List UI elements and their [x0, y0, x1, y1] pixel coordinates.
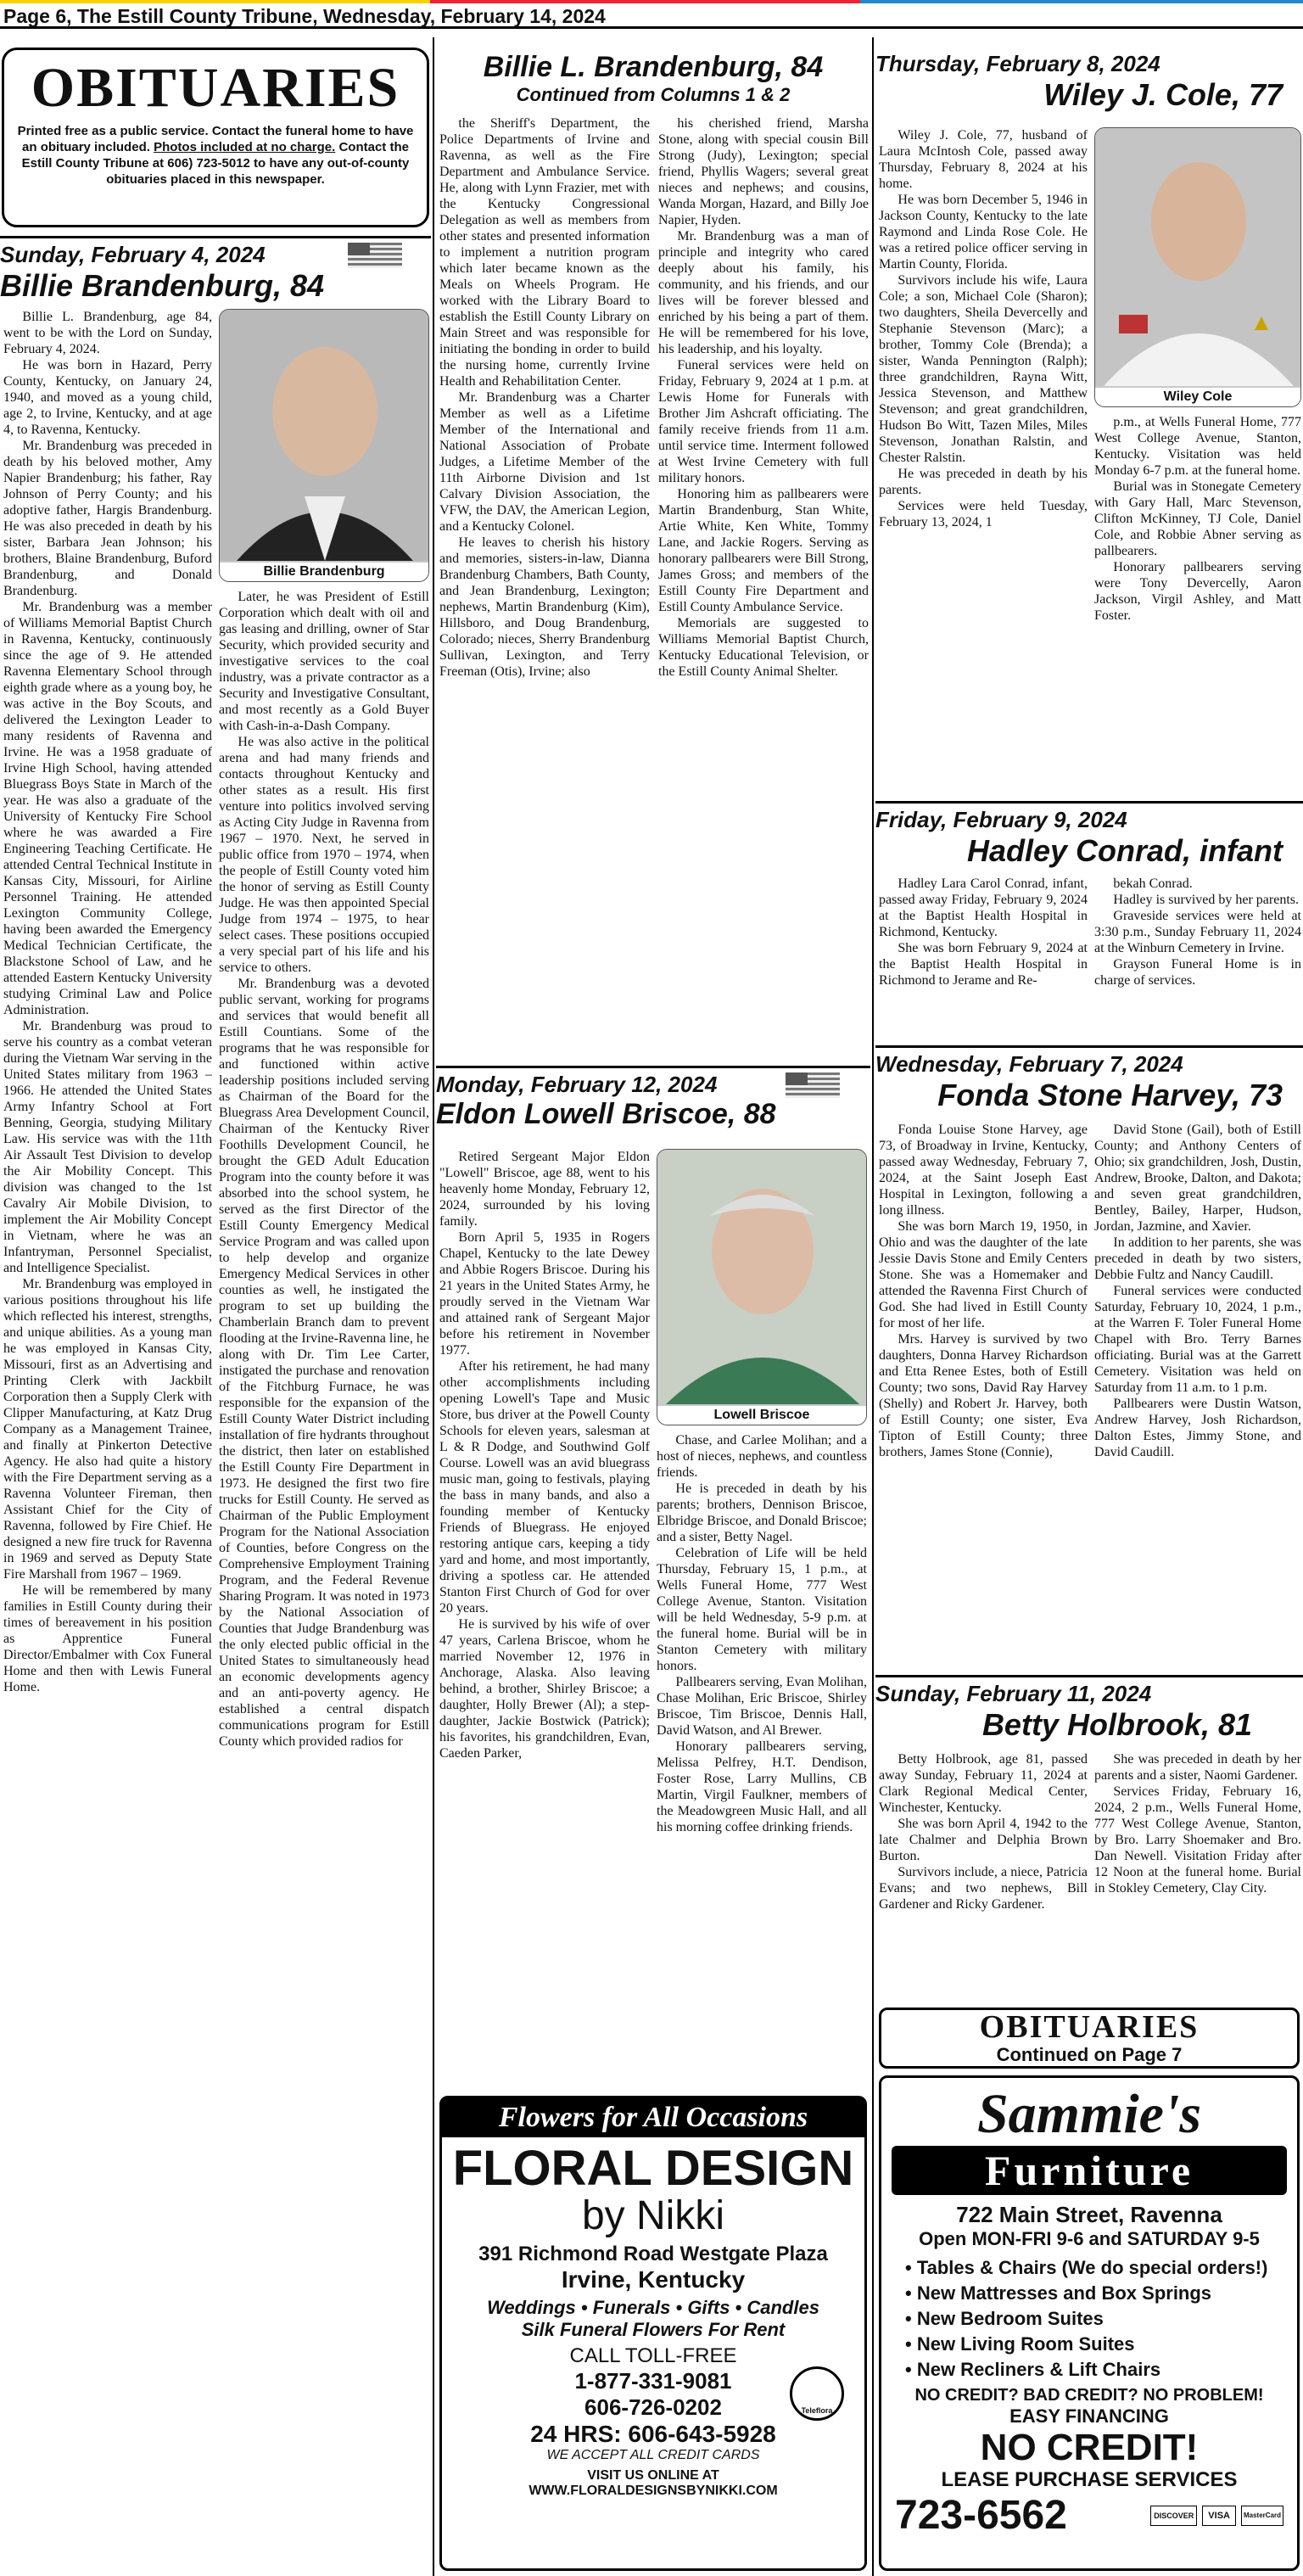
- photo-lowell-briscoe: [657, 1149, 867, 1425]
- ad-floral-design: [439, 2096, 867, 2571]
- teleflora-label: Teleflora: [801, 2406, 833, 2415]
- list-item: • New Living Room Suites: [905, 2333, 1135, 2355]
- portrait-icon: [220, 310, 429, 561]
- ad-address: 722 Main Street, Ravenna: [956, 2202, 1222, 2227]
- page-header-title: Page 6, The Estill County Tribune, Wednesday, February 14, 2024: [3, 5, 606, 27]
- paragraph: Memorials are suggested to Williams Memorial Baptist Church, Kentucky Educational Television, or the Estill County Animal Shelter.: [658, 616, 869, 679]
- paragraph: Later, he was President of Estill Corporation which dealt with oil and gas leasing and drilling, owner of Star Security, which provided security and investigative services to the coal industry, was a private contractor as a Security and Investigative Consultant, and most recently as a Gold Buyer with Cash-in-a-Dash Company.: [219, 590, 429, 733]
- ad-financing: EASY FINANCING: [1009, 2405, 1169, 2427]
- paragraph: Fonda Louise Stone Harvey, age 73, of Broadway in Irvine, Kentucky, passed away Wednesday, February 7, 2024, at the Saint Joseph East Hospital in Lexington, following a long illness.: [879, 1123, 1088, 1218]
- ad-lease: LEASE PURCHASE SERVICES: [941, 2468, 1238, 2491]
- discover-card-icon: DISCOVER: [1150, 2506, 1197, 2526]
- portrait-icon: [657, 1150, 867, 1404]
- obit-body-col1: [879, 1751, 1088, 1997]
- paragraph: Services Friday, February 16, 2024, 2 p.m., Wells Funeral Home, 777 West College Avenue, Stanton, by Bro. Larry Shoemaker and Bro. Dan Newell. Visitation Friday after 12 Noon at the funeral home. Burial in Stokley Cemetery, Clay City.: [1094, 1784, 1301, 1896]
- masthead-info: [16, 123, 415, 188]
- obit-body-col2: [1094, 876, 1301, 1045]
- paragraph: In addition to her parents, she was preceded in death by two sisters, Debbie Fultz and Nancy Caudill.: [1094, 1235, 1301, 1282]
- obit-body-col1: [439, 1149, 650, 2082]
- ad-hours: Open MON-FRI 9-6 and SATURDAY 9-5: [919, 2228, 1260, 2249]
- photo-billie-brandenburg: [219, 309, 429, 582]
- paragraph: bekah Conrad.: [1113, 876, 1193, 891]
- paragraph: Betty Holbrook, age 81, passed away Sunday, February 11, 2024 at Clark Regional Medical Center, Winchester, Kentucky.: [879, 1752, 1088, 1815]
- obit-body-col1: [879, 1122, 1088, 1673]
- photo-caption: Lowell Briscoe: [657, 1406, 866, 1425]
- list-item: • New Bedroom Suites: [905, 2308, 1104, 2329]
- paragraph: He was preceded in death by his parents.: [879, 467, 1088, 497]
- ad-brand-band: Furniture: [892, 2146, 1287, 2195]
- ad-brand: FLORAL DESIGN: [452, 2141, 854, 2196]
- paragraph: Honorary pallbearers serving were Tony Devercelly, Aaron Jackson, Virgil Ashley, and Matt Foster.: [1094, 560, 1301, 623]
- ad-sammies-furniture: [879, 2075, 1300, 2571]
- continued-title: Billie L. Brandenburg, 84: [483, 51, 824, 83]
- paragraph: He is preceded in death by his parents; brothers, Dennison Briscoe, Elbridge Briscoe, and Donald Briscoe; and a sister, Betty Nagel.: [657, 1481, 867, 1544]
- ad-phone: 723-6562: [895, 2493, 1067, 2538]
- ad-band: Flowers for All Occasions: [442, 2098, 864, 2137]
- paragraph: He was born in Hazard, Perry County, Kentucky, on January 24, 1940, and moved as a young child, age 2, to Irvine, Kentucky, and at age 4, to Ravenna, Kentucky.: [3, 358, 212, 437]
- obit-body-col2: [657, 1432, 867, 2086]
- ad-url: WWW.FLORALDESIGNSBYNIKKI.COM: [528, 2484, 778, 2498]
- obit-name: Betty Holbrook, 81: [981, 1707, 1252, 1742]
- paragraph: He will be remembered by many families in Estill County during their times of bereavement in his position as Apprentice Funeral Director/Embalmer with Cox Funeral Home and then with Lewis Funeral Home.: [3, 1583, 212, 1694]
- paragraph: Mr. Brandenburg was a Charter Member as well as a Lifetime Member of the International and National Association of Probate Judges, a Lifetime Member of the 11th Airborne Division and 1st Calvary Division Association, the VFW, the DAV, the American Legion, and a Kentucky Colonel.: [439, 390, 650, 534]
- paragraph: Pallbearers were Dustin Watson, Andrew Harvey, Josh Richardson, Dalton Estes, Jimmy Stone, and David Caudill.: [1094, 1397, 1301, 1459]
- paragraph: Pallbearers serving, Evan Molihan, Chase Molihan, Eric Briscoe, Shirley Briscoe, Tim Briscoe, Dennis Hall, David Watson, and Al Brewer.: [657, 1675, 867, 1738]
- ad-visit: VISIT US ONLINE AT: [587, 2468, 719, 2483]
- ad-call: CALL TOLL-FREE: [569, 2344, 737, 2367]
- paragraph: Graveside services were held at 3:30 p.m., Sunday February 11, 2024 at the Winburn Cemetery in Irvine.: [1094, 909, 1301, 955]
- paragraph: Survivors include, a niece, Patricia Evans; and two nephews, Bill Gardener and Ricky Gardener.: [879, 1865, 1088, 1912]
- obit-date: Sunday, February 11, 2024: [875, 1675, 1303, 1707]
- continued-box-title: OBITUARIES: [979, 2009, 1200, 2045]
- obit-name: Hadley Conrad, infant: [966, 833, 1283, 868]
- paragraph: Billie L. Brandenburg, age 84, went to be with the Lord on Sunday, February 4, 2024.: [3, 310, 212, 356]
- paragraph: Celebration of Life will be held Thursday, February 15, 1 p.m., at Wells Funeral Home, 777 West College Avenue, Stanton. Visitation will be held Wednesday, 5-9 p.m. at the funeral home. Burial will be in Stanton Cemetery with military honors.: [657, 1546, 867, 1673]
- paragraph: She was born February 9, 2024 at the Baptist Health Hospital in Richmond to Jerame and Re-: [879, 941, 1088, 988]
- paragraph: his cherished friend, Marsha Stone, along with special cousin Bill Strong (Judy), Lexington; special friend, Phyllis Wagers; several great nieces and nephews; and cousins, Wanda Morgan, Hazard, and Billy Joe Napier, Hyden.: [658, 116, 869, 227]
- continued-col2: [658, 115, 869, 1032]
- ad-city: Irvine, Kentucky: [561, 2266, 746, 2293]
- paragraph: After his retirement, he had many other accomplishments including opening Lowell's Tape and Music Store, bus driver at the Powell County Schools for eleven years, salesman at L & R Dodge, and Southwind Golf Course. Lowell was an avid bluegrass music man, going to festivals, playing the bass in many bands, and also a founding member of Kentucky Friends of Bluegrass. He enjoyed restoring antique cars, keeping a tidy yard and home, and most importantly, driving a spotless car. He attended Stanton First Church of God for over 20 years.: [439, 1359, 650, 1616]
- paragraph: Wiley J. Cole, 77, husband of Laura McIntosh Cole, passed away Thursday, February 8, 2024 at his home.: [879, 128, 1088, 191]
- paragraph: p.m., at Wells Funeral Home, 777 West College Avenue, Stanton, Kentucky. Visitation was held Monday 6-7 p.m. at the funeral home.: [1094, 415, 1301, 478]
- ad-brand: Sammie's: [976, 2083, 1202, 2145]
- paragraph: He leaves to cherish his history and memories, sisters-in-law, Dianna Brandenburg Chambers, Bath County, and Jean Brandenburg, Lexington; nephews, Martin Brandenburg (Kim), Hillsboro, and Doug Brandenburg, Colorado; nieces, Sherry Brandenburg Sullivan, Lexington, and Terry Freeman (Otis), Irvine; also: [439, 535, 650, 679]
- column-rule: [433, 37, 434, 2576]
- obit-body-col1: [3, 309, 212, 2218]
- continued-box-subtitle: Continued on Page 7: [996, 2044, 1183, 2065]
- masthead-photos-note: Photos included at no charge.: [154, 140, 336, 154]
- paragraph: Mr. Brandenburg was a devoted public servant, working for programs and services that would benefit all Estill Countians. Some of the programs that he was responsible for and functioned within active leadership positions included serving as Chairman of the Board for the Bluegrass Area Development Council, Chairman of the Kentucky River Foothills Development Council, he brought the GED Adult Education Program into the county before it was absorbed into the school system, he served as the first Director of the Estill County Emergency Medical Service Program and was called upon to help develop and organize Emergency Medical Services in other counties as well, he instigated the program to set up building the Chamberlain Branch dam to prevent flooding at the Irvine-Ravenna line, he along with Dr. Tim Lee Carter, instigated the purchase and renovation of the Fitchburg Furnace, he was responsible for the expansion of the Estill County Water District including installation of fire hydrants throughout the district, then later on established the Estill County Fire Department in 1973. He designed the first two fire trucks for Estill County. He served as Chairman of the Public Employment Program for the National Association of Counties, before Congress on the Comprehensive Employment Training Program, and the Federal Revenue Sharing Program. It was noted in 1973 by the National Association of Counties that Judge Brandenburg was the only elected public official in the United States to simultaneously head an economic developments agency and an anti-poverty agency. He established a central dispatch communications program for Estill County which provided radios for: [219, 977, 429, 1749]
- paragraph: Mr. Brandenburg was proud to serve his country as a combat veteran during the Vietnam War serving in the United States military from 1963 – 1966. He attended the United States Army Infantry School at Fort Benning, Georgia, studying Military Law. His service was with the 11th Air Assault Test Division to develop the Air Mobility Concept. This division was changed to the 1st Cavalry Air Mobile Division, to implement the Air Mobility Concept in Vietnam, where he was an Infantryman, Personnel Specialist, and Intelligence Specialist.: [3, 1019, 212, 1275]
- paragraph: He was also active in the political arena and had many friends and contacts throughout Kentucky and other states as a result. His first venture into politics involved serving as Acting City Judge in Ravenna from 1967 – 1970. Next, he served in public office from 1970 – 1974, when the people of Estill County voted him the honor of serving as Estill County Judge. He was then appointed Special Judge from 1974 – 1975, to hear select cases. These positions occupied a very special part of his life and his service to others.: [219, 735, 429, 975]
- paragraph: Honorary pallbearers serving, Melissa Pelfrey, H.T. Dendison, Foster Rose, Larry Mullins, CB Martin, Virgil Faulkner, members of the Meadowgreen Music Hall, and all his morning coffee drinking friends.: [657, 1739, 867, 1834]
- portrait-icon: [1095, 128, 1301, 386]
- ad-items: [881, 2255, 1297, 2383]
- page-header: [0, 0, 1303, 29]
- paragraph: the Sheriff's Department, the Police Departments of Irvine and Ravenna, as well as the Fire Department and Ambulance Service. He, along with Lynn Frazier, met with the Kentucky Congressional Delegation as well as members from other states and presented information to implement a nutrition program which later became known as the Meals on Wheels Program. He worked with the Library Board to establish the Estill County Library on Main Street and was responsible for initiating the bonding in order to build the nursing home, currently Irvine Health and Rehabilitation Center.: [439, 116, 650, 389]
- photo-wiley-cole: [1094, 127, 1301, 407]
- continued-on-page-7: [879, 2008, 1300, 2069]
- obit-name: Eldon Lowell Briscoe, 88: [436, 1098, 776, 1130]
- masthead-line1: Printed free as a public service. Contact the funeral home to have an obituary included.: [17, 124, 414, 154]
- paragraph: Hadley Lara Carol Conrad, infant, passed away Friday, February 9, 2024 at the Baptist Health Hospital in Richmond, Kentucky.: [879, 876, 1088, 939]
- ad-services: Weddings • Funerals • Gifts • Candles: [487, 2297, 819, 2318]
- ad-address: 391 Richmond Road Westgate Plaza: [478, 2243, 828, 2265]
- ad-brand-sub: by Nikki: [581, 2193, 725, 2238]
- column-rule: [872, 37, 874, 2576]
- paragraph: Honoring him as pallbearers were Martin Brandenburg, Stan White, Artie White, Ken White, Tommy Lane, and Jackie Rogers. Serving as honorary pallbearers were Bill Strong, James Gross; and members of the Estill County Fire Department and Estill County Ambulance Service.: [658, 487, 869, 614]
- ad-tollfree: 1-877-331-9081: [574, 2368, 732, 2394]
- paragraph: Mr. Brandenburg was preceded in death by his beloved mother, Amy Napier Brandenburg; his father, Ray Johnson of Perry County; and his adoptive father, Hargis Brandenburg. He was also preceded in death by his sister, Barbara Jean Johnson; his brothers, Blaine Brandenburg, Buford Brandenburg, and Donald Brandenburg.: [3, 439, 212, 598]
- paragraph: He is survived by his wife of over 47 years, Carlena Briscoe, whom he married November 12, 1976 in Anchorage, Alaska. Also leaving behind, a brother, Shirley Briscoe; a daughter, Holly Brewer (Al); a step-daughter, Jackie Bostwick (Patrick); his favorites, his grandchildren, Evan, Caeden Parker,: [439, 1617, 650, 1761]
- obit-body-col2: [1094, 1751, 1301, 1997]
- masthead-line2: Contact the Estill County Tribune at 606) 723-5012 to have any out-of-county obituaries placed in this newspaper.: [21, 140, 410, 187]
- paragraph: Mr. Brandenburg was a member of Williams Memorial Baptist Church in Ravenna, Kentucky, continuously since the age of 9. He attended Ravenna Elementary School through eighth grade where as a young boy, he was active in the Boy Scouts, and delivered the Lexington Leader to many residents of Ravenna and Irvine. He was a 1958 graduate of Irvine High School, having attended Bluegrass Boys State in March of the year. He was also a graduate of the University of Kentucky Fire School where he was awarded a Fire Engineering Teaching Certificate. He attended Central Technical Institute in Kansas City, Missouri, for Airline Personnel Training. He attended Lexington Community College, having been awarded the Emergency Medical Technician Certificate, the Blackstone School of Law, and he attended Eastern Kentucky University studying Criminal Law and Police Administration.: [3, 600, 212, 1017]
- paragraph: Burial was in Stonegate Cemetery with Gary Hall, Marc Stevenson, Clifton McKinney, TJ Cole, Daniel Cole, and Robbie Abner serving as pallbearers.: [1094, 479, 1301, 558]
- list-item: • New Recliners & Lift Chairs: [905, 2359, 1161, 2380]
- obit-date: Friday, February 9, 2024: [875, 801, 1303, 833]
- continued-subtitle: Continued from Columns 1 & 2: [516, 84, 791, 105]
- obituaries-masthead: [2, 48, 429, 227]
- paragraph: She was preceded in death by her parents and a sister, Naomi Gardener.: [1094, 1752, 1301, 1783]
- mastercard-icon: MasterCard: [1241, 2506, 1283, 2526]
- list-item: • New Mattresses and Box Springs: [905, 2282, 1212, 2304]
- continued-col1: [439, 115, 650, 1032]
- obit-body-col2: [219, 589, 429, 2566]
- ad-cards: WE ACCEPT ALL CREDIT CARDS: [546, 2448, 760, 2462]
- ad-phone: 606-726-0202: [584, 2394, 722, 2420]
- paragraph: She was born March 19, 1950, in Ohio and was the daughter of the late Jessie Davis Stone and Emily Centers Stone. She was a Homemaker and attended the Ravenna First Church of God. She had lived in Estill County for most of her life.: [879, 1219, 1088, 1330]
- paragraph: Funeral services were held on Friday, February 9, 2024 at 1 p.m. at Lewis Home for Funerals with Brother Jim Ashcraft officiating. The family receive friends from 11 a.m. until service time. Interment followed at West Irvine Cemetery with full military honors.: [658, 358, 869, 485]
- paragraph: Survivors include his wife, Laura Cole; a son, Michael Cole (Sharon); two daughters, Sheila Devercelly and Stephanie Stevenson (Marc); a brother, Tommy Cole (Brenda); a sister, Wanda Pennington (Ralph); three grandchildren, Rayna Witt, Jessica Stevenson, and Matthew Stevenson; and great grandchildren, Hudson Bo Witt, Tazen Miles, Miles Stevenson, Jonathan Ralstin, and Chester Ralstin.: [879, 273, 1088, 465]
- obit-date: Thursday, February 8, 2024: [875, 51, 1160, 76]
- paragraph: Born April 5, 1935 in Rogers Chapel, Kentucky to the late Dewey and Abbie Rogers Briscoe. During his 21 years in the United States Army, he proudly served in the Vietnam War and attained rank of Sergeant Major before his retirement in November 1977.: [439, 1230, 650, 1358]
- paragraph: Mr. Brandenburg was a man of principle and integrity who cared deeply about his family, his community, and his friends, and our lives will be forever blessed and enriched by his being a part of them. He will be remembered for his love, his leadership, and his loyalty.: [658, 229, 869, 356]
- us-flag-icon: [786, 1072, 840, 1098]
- obit-body-col2: [1094, 414, 1301, 796]
- color-stripe: [0, 0, 1303, 3]
- teleflora-badge-icon: [790, 2366, 844, 2421]
- paragraph: Retired Sergeant Major Eldon "Lowell" Briscoe, age 88, went to his heavenly home Monday, February 12, 2024, surrounded by his loving family.: [439, 1150, 650, 1229]
- paragraph: Mrs. Harvey is survived by two daughters, Donna Harvey Richardson and Etta Renee Estes, both of Estill County; two sons, David Ray Harvey (Shelly) and Robert Jr. Harvey, both of Estill County; one sister, Eva Tipton of Estill County; three brothers, James Stone (Connie),: [879, 1332, 1088, 1459]
- us-flag-icon: [348, 243, 402, 268]
- ad-silk: Silk Funeral Flowers For Rent: [521, 2319, 786, 2340]
- list-item: • Tables & Chairs (We do special orders!): [905, 2257, 1268, 2278]
- obit-date: Monday, February 12, 2024: [436, 1066, 870, 1098]
- paragraph: Grayson Funeral Home is in charge of services.: [1094, 957, 1301, 988]
- obit-body-col2: [1094, 1122, 1301, 1673]
- masthead-title: OBITUARIES: [31, 57, 400, 119]
- photo-caption: Wiley Cole: [1095, 388, 1300, 406]
- obit-name: Wiley J. Cole, 77: [1043, 77, 1283, 112]
- paragraph: Hadley is survived by her parents.: [1113, 893, 1299, 907]
- ad-no-credit: NO CREDIT!: [980, 2427, 1199, 2468]
- ad-credit: NO CREDIT? BAD CREDIT? NO PROBLEM!: [914, 2386, 1264, 2405]
- paragraph: Funeral services were conducted Saturday, February 10, 2024, 1 p.m., at the Warren F. Toler Funeral Home Chapel with Bro. Terry Barnes officiating. Burial was at the Garrett Cemetery. Visitation was held on Saturday from 11 a.m. to 1 p.m.: [1094, 1284, 1301, 1395]
- obit-name: Billie Brandenburg, 84: [0, 268, 325, 303]
- ad-24hr: 24 HRS: 606-643-5928: [530, 2421, 776, 2447]
- obit-date: Wednesday, February 7, 2024: [875, 1045, 1303, 1078]
- paragraph: Mr. Brandenburg was employed in various positions throughout his life which reflected his interest, strengths, and unique abilities. As a young man he was employed in Kansas City, Missouri, first as an Advertising and Printing Clerk with Jackbilt Corporation then a Supply Clerk with Clipper Manufacturing, at Katz Drug Company as a Management Trainee, and finally at Pinkerton Detective Agency. He also had quite a history with the Fire Department serving as a Ravenna Volunteer Fireman, then Assistant Chief for the City of Ravenna, followed by Fire Chief. He designed a new fire truck for Ravenna in 1969 and served as Deputy State Fire Marshall from 1967 – 1969.: [3, 1277, 212, 1582]
- obit-date: Sunday, February 4, 2024: [0, 236, 431, 268]
- paragraph: She was born April 4, 1942 to the late Chalmer and Delphia Brown Burton.: [879, 1817, 1088, 1863]
- visa-card-icon: VISA: [1202, 2506, 1236, 2526]
- paragraph: David Stone (Gail), both of Estill County; and Anthony Centers of Ohio; six grandchildren, Josh, Dustin, Andrew, Brooke, Dalton, and Dakota; and seven great grandchildren, Bentley, Bailey, Harper, Hudson, Jordan, Jazmine, and Xavier.: [1094, 1123, 1301, 1234]
- paragraph: Chase, and Carlee Molihan; and a host of nieces, nephews, and countless friends.: [657, 1433, 867, 1480]
- obit-name: Fonda Stone Harvey, 73: [937, 1078, 1283, 1112]
- obit-body-col1: [879, 127, 1088, 823]
- paragraph: He was born December 5, 1946 in Jackson County, Kentucky to the late Raymond and Linda Rose Cole. He was a retired police officer serving in Martin County, Florida.: [879, 193, 1088, 272]
- paragraph: Services were held Tuesday, February 13, 2024, 1: [879, 499, 1088, 529]
- obit-body-col1: [879, 876, 1088, 1045]
- photo-caption: Billie Brandenburg: [220, 563, 428, 581]
